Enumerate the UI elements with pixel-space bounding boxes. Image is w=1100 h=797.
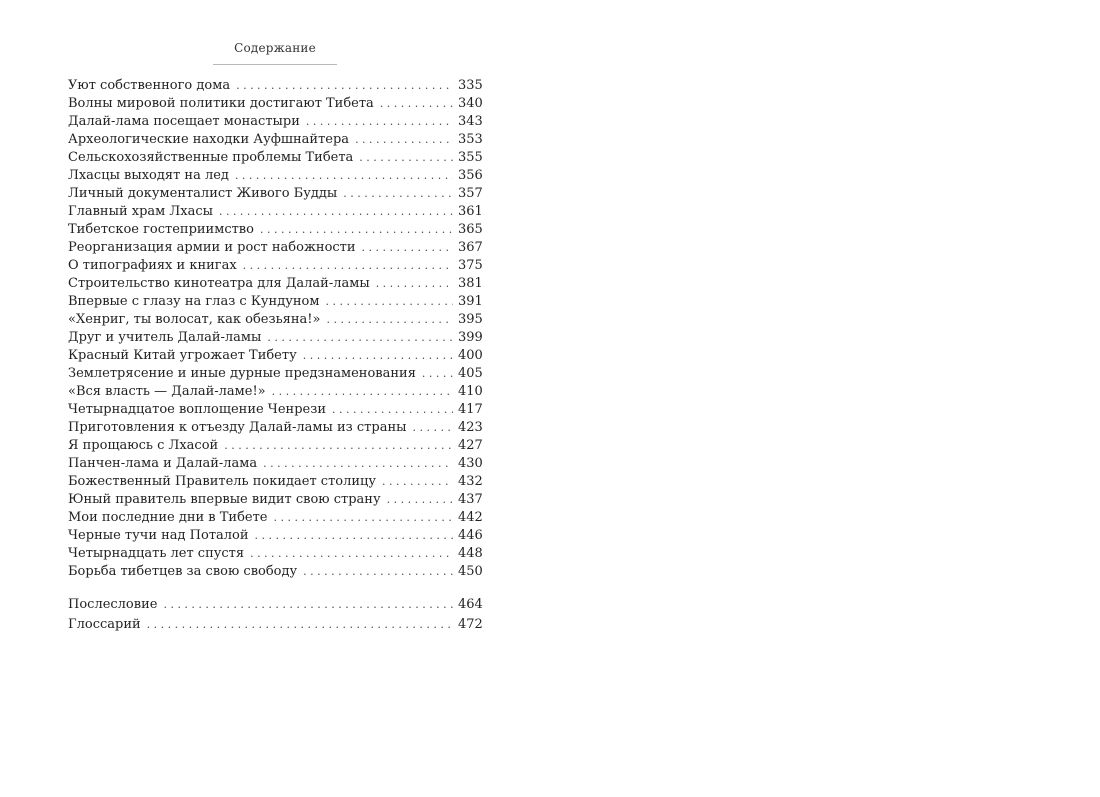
toc-entry-page-number: 405 [458, 366, 483, 381]
toc-back-matter [68, 595, 482, 635]
toc-entry-page-number: 423 [458, 420, 483, 435]
toc-entry-title: Четырнадцатое воплощение Ченрези [68, 402, 326, 417]
toc-entry-title: Строительство кинотеатра для Далай-ламы [68, 276, 370, 291]
toc-entry-page-number: 472 [458, 617, 483, 632]
toc-entry-title: Главный храм Лхасы [68, 204, 213, 219]
dot-leader [273, 509, 453, 527]
toc-entry-page-number: 464 [458, 597, 483, 612]
dot-leader [362, 239, 453, 257]
toc-entry-title: Глоссарий [68, 617, 141, 632]
toc-entry-page-number: 446 [458, 528, 483, 543]
dot-leader [250, 545, 453, 563]
toc-entry-page-number: 356 [458, 168, 483, 183]
toc-entry [68, 595, 482, 615]
toc-entry [68, 77, 482, 95]
toc-entry-title: О типографиях и книгах [68, 258, 237, 273]
toc-entry-page-number: 427 [458, 438, 483, 453]
dot-leader [343, 185, 453, 203]
toc-entry-title: Мои последние дни в Тибете [68, 510, 268, 525]
toc-entry-title: Послесловие [68, 597, 158, 612]
toc-entry-page-number: 450 [458, 564, 483, 579]
dot-leader [332, 401, 453, 419]
toc-section-gap [68, 581, 482, 595]
toc-entry [68, 131, 482, 149]
toc-entry [68, 473, 482, 491]
toc-entry [68, 563, 482, 581]
toc-entry-title: «Хенриг, ты волосат, как обезьяна!» [68, 312, 321, 327]
toc-entry [68, 437, 482, 455]
dot-leader [303, 347, 453, 365]
toc-entry-page-number: 410 [458, 384, 483, 399]
dot-leader [255, 527, 453, 545]
toc-entry-title: Четырнадцать лет спустя [68, 546, 245, 561]
dot-leader [267, 329, 453, 347]
dot-leader [326, 311, 453, 329]
toc-entry-page-number: 365 [458, 222, 483, 237]
toc-entry-title: Землетрясение и иные дурные предзнаменования [68, 366, 416, 381]
toc-entry-title: Сельскохозяйственные проблемы Тибета [68, 150, 354, 165]
toc-entry-page-number: 430 [458, 456, 483, 471]
toc-entry-page-number: 448 [458, 546, 483, 561]
toc-entry [68, 149, 482, 167]
toc-entry-title: Археологические находки Ауфшнайтера [68, 132, 350, 147]
toc-entry-page-number: 357 [458, 186, 483, 201]
toc-entry-page-number: 399 [458, 330, 483, 345]
toc-entry [68, 509, 482, 527]
toc-entry-page-number: 355 [458, 150, 483, 165]
toc-entry-title: Друг и учитель Далай-ламы [68, 330, 262, 345]
dot-leader [376, 275, 453, 293]
toc-entry [68, 293, 482, 311]
dot-leader [303, 563, 453, 581]
toc-entry-title: Волны мировой политики достигают Тибета [68, 96, 374, 111]
toc-entry-page-number: 442 [458, 510, 483, 525]
toc-entry [68, 365, 482, 383]
dot-leader [380, 95, 453, 113]
toc-entry [68, 221, 482, 239]
toc-entry [68, 257, 482, 275]
toc-entry-title: Юный правитель впервые видит свою страну [68, 492, 381, 507]
toc-entry-page-number: 400 [458, 348, 483, 363]
toc-entry-title: Борьба тибетцев за свою свободу [68, 564, 298, 579]
toc-entry [68, 167, 482, 185]
dot-leader [355, 131, 453, 149]
toc-entry-page-number: 335 [458, 78, 483, 93]
toc-entry-title: Личный документалист Живого Будды [68, 186, 338, 201]
toc-entry-title: «Вся власть — Далай-ламе!» [68, 384, 266, 399]
toc-entry [68, 203, 482, 221]
toc-entry-title: Лхасцы выходят на лед [68, 168, 229, 183]
toc-entry-page-number: 375 [458, 258, 483, 273]
toc-entry [68, 491, 482, 509]
toc-entry [68, 347, 482, 365]
toc-entry [68, 185, 482, 203]
toc-entry-title: Впервые с глазу на глаз с Кундуном [68, 294, 320, 309]
dot-leader [272, 383, 453, 401]
toc-entry-page-number: 417 [458, 402, 483, 417]
toc-entry-page-number: 343 [458, 114, 483, 129]
toc-entry-title: Панчен-лама и Далай-лама [68, 456, 258, 471]
dot-leader [325, 293, 453, 311]
toc-entry-title: Тибетское гостеприимство [68, 222, 254, 237]
toc-entry-title: Красный Китай угрожает Тибету [68, 348, 297, 363]
dot-leader [219, 203, 453, 221]
dot-leader [163, 595, 453, 615]
toc-entry [68, 455, 482, 473]
dot-leader [382, 473, 453, 491]
toc-entry-page-number: 353 [458, 132, 483, 147]
toc-entry-page-number: 391 [458, 294, 483, 309]
toc-entry-title: Приготовления к отъезду Далай-ламы из страны [68, 420, 407, 435]
dot-leader [422, 365, 453, 383]
dot-leader [243, 257, 453, 275]
toc-entry-page-number: 340 [458, 96, 483, 111]
toc-entry [68, 401, 482, 419]
toc-entry [68, 615, 482, 635]
dot-leader [387, 491, 453, 509]
toc-entry-title: Черные тучи над Поталой [68, 528, 249, 543]
toc-entry-page-number: 381 [458, 276, 483, 291]
dot-leader [306, 113, 453, 131]
toc-entry-page-number: 395 [458, 312, 483, 327]
running-head-rule [213, 64, 337, 65]
dot-leader [263, 455, 453, 473]
running-head: Содержание [234, 41, 316, 55]
toc-entry-page-number: 432 [458, 474, 483, 489]
table-of-contents [68, 77, 482, 635]
toc-entry [68, 329, 482, 347]
dot-leader [359, 149, 453, 167]
dot-leader [412, 419, 453, 437]
toc-entry [68, 239, 482, 257]
toc-entry [68, 383, 482, 401]
dot-leader [235, 167, 453, 185]
toc-entry-title: Я прощаюсь с Лхасой [68, 438, 219, 453]
toc-entry-page-number: 437 [458, 492, 483, 507]
toc-entry-page-number: 367 [458, 240, 483, 255]
toc-entry [68, 311, 482, 329]
toc-entry-title: Далай-лама посещает монастыри [68, 114, 300, 129]
toc-entry [68, 419, 482, 437]
toc-entry-title: Божественный Правитель покидает столицу [68, 474, 377, 489]
toc-entry [68, 527, 482, 545]
dot-leader [147, 615, 453, 635]
toc-entry-title: Реорганизация армии и рост набожности [68, 240, 356, 255]
toc-main-entries [68, 77, 482, 581]
toc-entry [68, 95, 482, 113]
dot-leader [224, 437, 453, 455]
toc-entry [68, 113, 482, 131]
toc-entry [68, 545, 482, 563]
dot-leader [260, 221, 453, 239]
toc-entry [68, 275, 482, 293]
dot-leader [236, 77, 453, 95]
toc-entry-page-number: 361 [458, 204, 483, 219]
toc-entry-title: Уют собственного дома [68, 78, 231, 93]
